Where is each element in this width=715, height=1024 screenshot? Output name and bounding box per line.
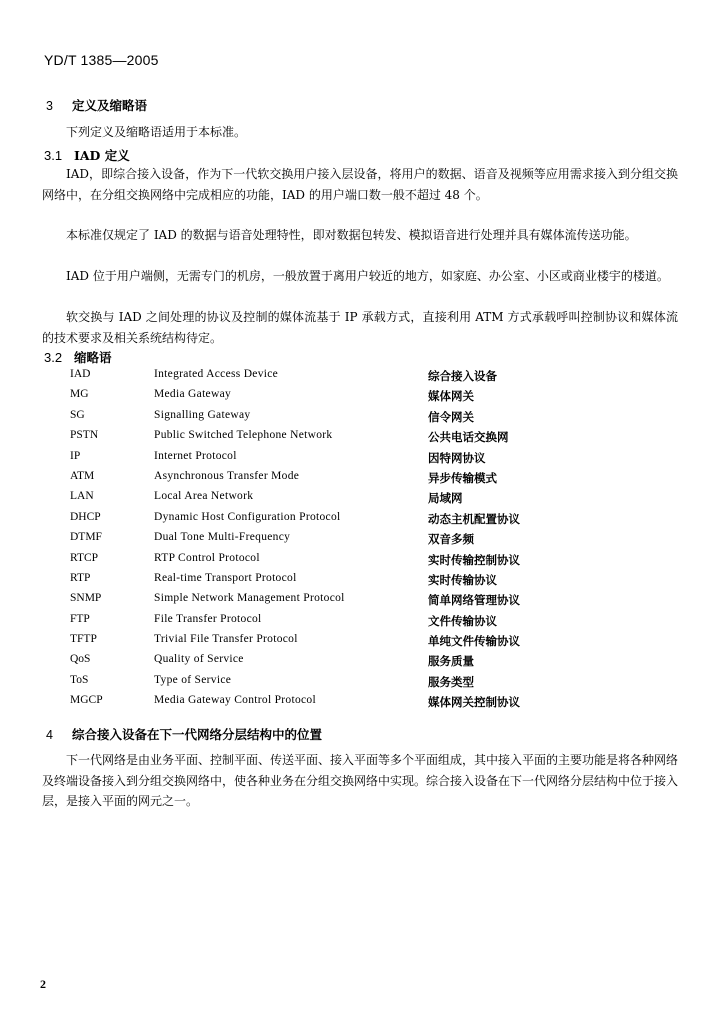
abbreviation-chinese: 简单网络管理协议 <box>428 593 520 608</box>
abbreviation-code: LAN <box>70 490 94 503</box>
abbreviation-english: Real-time Transport Protocol <box>154 571 297 584</box>
abbreviation-chinese: 实时传输协议 <box>428 572 497 587</box>
abbreviation-code: SG <box>70 408 85 421</box>
abbreviation-english: Type of Service <box>154 673 232 686</box>
abbreviation-english: RTP Control Protocol <box>154 551 260 564</box>
abbreviation-chinese: 因特网协议 <box>428 450 486 465</box>
section-title: 定义及缩略语 <box>72 98 148 113</box>
subsection-number: 3.1 <box>44 148 63 163</box>
subsection-number: 3.2 <box>44 350 63 365</box>
section-3-heading <box>46 96 147 114</box>
document-code: YD/T 1385—2005 <box>44 52 159 68</box>
abbreviation-chinese: 服务类型 <box>428 674 474 689</box>
section-number: 4 <box>46 728 53 742</box>
abbreviation-chinese: 局域网 <box>428 491 463 506</box>
abbreviation-chinese: 双音多频 <box>428 532 474 547</box>
abbreviation-english: Trivial File Transfer Protocol <box>154 633 298 646</box>
abbreviation-chinese: 综合接入设备 <box>428 369 497 383</box>
abbreviation-english: Simple Network Management Protocol <box>154 592 345 605</box>
abbreviation-code: FTP <box>70 612 90 625</box>
abbreviation-code: DHCP <box>70 510 101 523</box>
abbreviation-english: Dual Tone Multi-Frequency <box>154 531 291 544</box>
iad-location-paragraph: IAD 位于用户端侧，无需专门的机房，一般放置于离用户较近的地方，如家庭、办公室、小区或商业楼宇的楼道。 <box>66 269 669 283</box>
section-title: 综合接入设备在下一代网络分层结构中的位置 <box>72 727 323 742</box>
abbreviation-english: Media Gateway Control Protocol <box>154 694 316 707</box>
abbreviation-english: File Transfer Protocol <box>154 612 262 625</box>
abbreviation-code: IAD <box>70 368 91 380</box>
iad-protocol-paragraph: 软交换与 IAD 之间处理的协议及控制的媒体流基于 IP 承载方式，直接利用 ATM 方式承载呼叫控制协议和媒体流的技术要求及相关系统结构待定。 <box>42 310 678 345</box>
subsection-3-2-heading <box>44 348 112 366</box>
section-number: 3 <box>46 99 53 113</box>
iad-definition-paragraph: IAD，即综合接入设备，作为下一代软交换用户接入层设备，将用户的数据、语音及视频等应用需求接入到分组交换网络中，在分组交换网络中完成相应的功能，IAD 的用户端口数一般不超过 48 个。 <box>42 167 678 202</box>
abbreviation-code: DTMF <box>70 531 102 544</box>
section-4-paragraph: 下一代网络是由业务平面、控制平面、传送平面、接入平面等多个平面组成，其中接入平面的主要功能是将各种网络及终端设备接入到分组交换网络中，使各种业务在分组交换网络中实现。综合接入设备在下一代网络分层结构中位于接入层，是接入平面的网元之一。 <box>42 753 679 808</box>
abbreviation-code: MGCP <box>70 694 103 707</box>
abbreviation-english: Signalling Gateway <box>154 408 251 421</box>
abbreviation-chinese: 动态主机配置协议 <box>428 511 520 526</box>
abbreviation-chinese: 信令网关 <box>428 409 474 424</box>
subsection-title: 缩略语 <box>74 350 112 365</box>
abbreviation-chinese: 服务质量 <box>428 654 474 669</box>
abbreviation-chinese: 媒体网关 <box>428 389 474 404</box>
abbreviation-chinese: 公共电话交换网 <box>428 430 509 445</box>
page-number: 2 <box>40 977 46 991</box>
abbreviation-chinese: 媒体网关控制协议 <box>428 695 520 710</box>
abbreviation-code: MG <box>70 388 89 401</box>
abbreviation-code: PSTN <box>70 429 99 442</box>
abbreviation-english: Public Switched Telephone Network <box>154 429 333 442</box>
abbreviation-english: Integrated Access Device <box>154 368 279 380</box>
abbreviation-chinese: 文件传输协议 <box>428 613 497 628</box>
subsection-title: IAD 定义 <box>74 148 130 163</box>
abbreviation-english: Local Area Network <box>154 490 254 503</box>
section-4-heading <box>46 725 322 743</box>
abbreviation-code: TFTP <box>70 633 97 646</box>
abbreviation-chinese: 异步传输模式 <box>428 470 497 485</box>
abbreviation-code: RTP <box>70 571 91 584</box>
abbreviation-code: SNMP <box>70 592 102 605</box>
abbreviation-code: IP <box>70 449 81 462</box>
abbreviation-english: Internet Protocol <box>154 449 237 462</box>
abbreviation-english: Asynchronous Transfer Mode <box>154 469 300 482</box>
subsection-3-1-heading <box>44 146 130 164</box>
abbreviation-code: ToS <box>70 673 89 686</box>
abbreviation-english: Media Gateway <box>154 388 232 401</box>
iad-scope-paragraph: 本标准仅规定了 IAD 的数据与语音处理特性，即对数据包转发、模拟语音进行处理并具有媒体流传送功能。 <box>66 228 637 242</box>
abbreviation-chinese: 实时传输控制协议 <box>428 552 520 567</box>
abbreviation-english: Quality of Service <box>154 653 244 666</box>
abbreviation-code: QoS <box>70 653 91 666</box>
abbreviation-code: RTCP <box>70 551 99 564</box>
abbreviation-english: Dynamic Host Configuration Protocol <box>154 510 341 523</box>
section-3-intro: 下列定义及缩略语适用于本标准。 <box>66 125 247 139</box>
abbreviation-chinese: 单纯文件传输协议 <box>428 634 520 649</box>
abbreviation-code: ATM <box>70 469 95 482</box>
